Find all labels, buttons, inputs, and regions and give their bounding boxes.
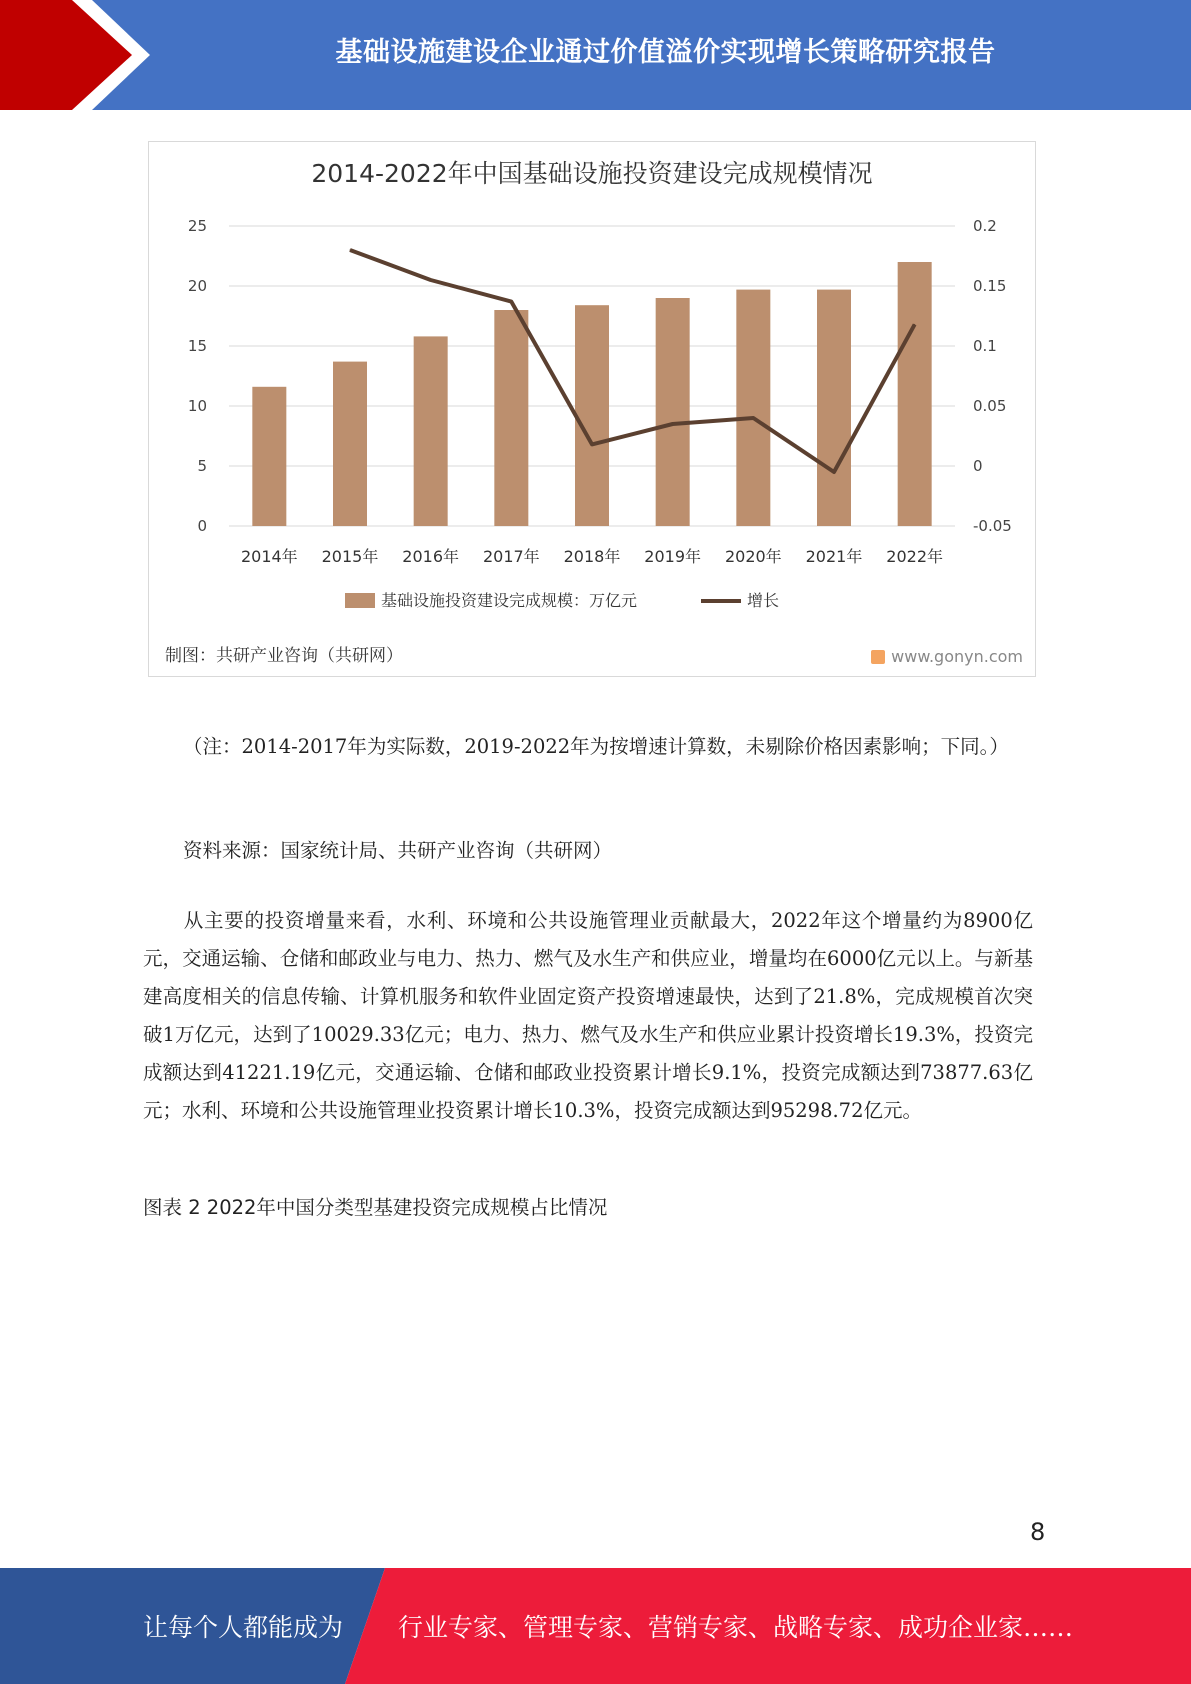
chart-note-text: （注：2014-2017年为实际数，2019-2022年为按增速计算数，未剔除价格因素影响；下同。）: [183, 735, 1009, 758]
y-right-tick-label: 0.05: [973, 397, 1007, 415]
bar: [414, 336, 448, 526]
bar: [333, 362, 367, 526]
y-left-tick-label: 0: [197, 517, 207, 535]
growth-point: [672, 424, 673, 425]
body-paragraph-text: 从主要的投资增量来看，水利、环境和公共设施管理业贡献最大，2022年这个增量约为8900亿元，交通运输、仓储和邮政业与电力、热力、燃气及水生产和供应业，增量均在6000亿元以上。与新基建高度相关的信息传输、计算机服务和软件业固定资产投资增速最快，达到了21.8%，完成规模首次突破1万亿元，达到了10029.33亿元；电力、热力、燃气及水生产和供应业累计投资增长19.3%，投资完成额达到41221.19亿元，交通运输、仓储和邮政业投资累计增长9.1%，投资完成额达到73877.63亿元；水利、环境和公共设施管理业投资累计增长10.3%，投资完成额达到95298.72亿元。: [143, 909, 1033, 1122]
chart-note: [143, 728, 1033, 766]
y-left-tick-label: 5: [197, 457, 207, 475]
legend-swatch-bar: [345, 593, 375, 608]
chart-source-mark: [871, 647, 1023, 666]
x-tick-label: 2021年: [805, 547, 863, 566]
footer-slogan-right: 行业专家、管理专家、营销专家、战略专家、成功企业家……: [398, 1613, 1074, 1642]
growth-point: [430, 280, 431, 281]
growth-point: [834, 472, 835, 473]
source-logo-icon: [871, 650, 885, 664]
source-line: [143, 832, 1033, 870]
source-mark-text: www.gonyn.com: [891, 647, 1023, 666]
x-tick-label: 2022年: [886, 547, 944, 566]
legend-label-bar: 基础设施投资建设完成规模：万亿元: [381, 591, 638, 610]
legend-label-line: 增长: [747, 591, 780, 610]
bar: [575, 305, 609, 526]
y-left-tick-label: 25: [187, 217, 207, 235]
chart-credit: 制图：共研产业咨询（共研网）: [165, 646, 403, 666]
header-band: [0, 0, 1191, 110]
x-tick-label: 2020年: [724, 547, 782, 566]
bar: [656, 298, 690, 526]
bar: [494, 310, 528, 526]
footer-band: [0, 1568, 1191, 1684]
y-right-tick-label: 0.1: [973, 337, 997, 355]
x-tick-label: 2019年: [644, 547, 702, 566]
y-right-tick-label: 0: [973, 457, 983, 475]
y-left-tick-label: 20: [187, 277, 207, 295]
growth-point: [592, 444, 593, 445]
chart-title: 2014-2022年中国基础设施投资建设完成规模情况: [311, 159, 873, 188]
source-line-text: 资料来源：国家统计局、共研产业咨询（共研网）: [183, 839, 613, 862]
page-number: 8: [1030, 1518, 1046, 1546]
chart-figure: [148, 141, 1036, 677]
report-title: 基础设施建设企业通过价值溢价实现增长策略研究报告: [335, 37, 996, 68]
figure-caption: 图表 2 2022年中国分类型基建投资完成规模占比情况: [143, 1196, 608, 1219]
x-tick-label: 2016年: [402, 547, 460, 566]
growth-point: [350, 250, 351, 251]
bar: [898, 262, 932, 526]
y-right-tick-label: -0.05: [973, 517, 1012, 535]
x-tick-label: 2018年: [563, 547, 621, 566]
growth-point: [753, 418, 754, 419]
footer-slogan-left: 让每个人都能成为: [143, 1613, 344, 1642]
bar: [252, 387, 286, 526]
chart-plot: [149, 142, 1035, 676]
bar: [736, 290, 770, 526]
x-tick-label: 2017年: [482, 547, 540, 566]
growth-point: [511, 301, 512, 302]
body-paragraph: [143, 902, 1033, 1130]
y-left-tick-label: 15: [187, 337, 207, 355]
x-tick-label: 2014年: [240, 547, 298, 566]
growth-point: [914, 324, 915, 325]
y-left-tick-label: 10: [187, 397, 207, 415]
y-right-tick-label: 0.15: [973, 277, 1007, 295]
y-right-tick-label: 0.2: [973, 217, 997, 235]
bar: [817, 290, 851, 526]
x-tick-label: 2015年: [321, 547, 379, 566]
